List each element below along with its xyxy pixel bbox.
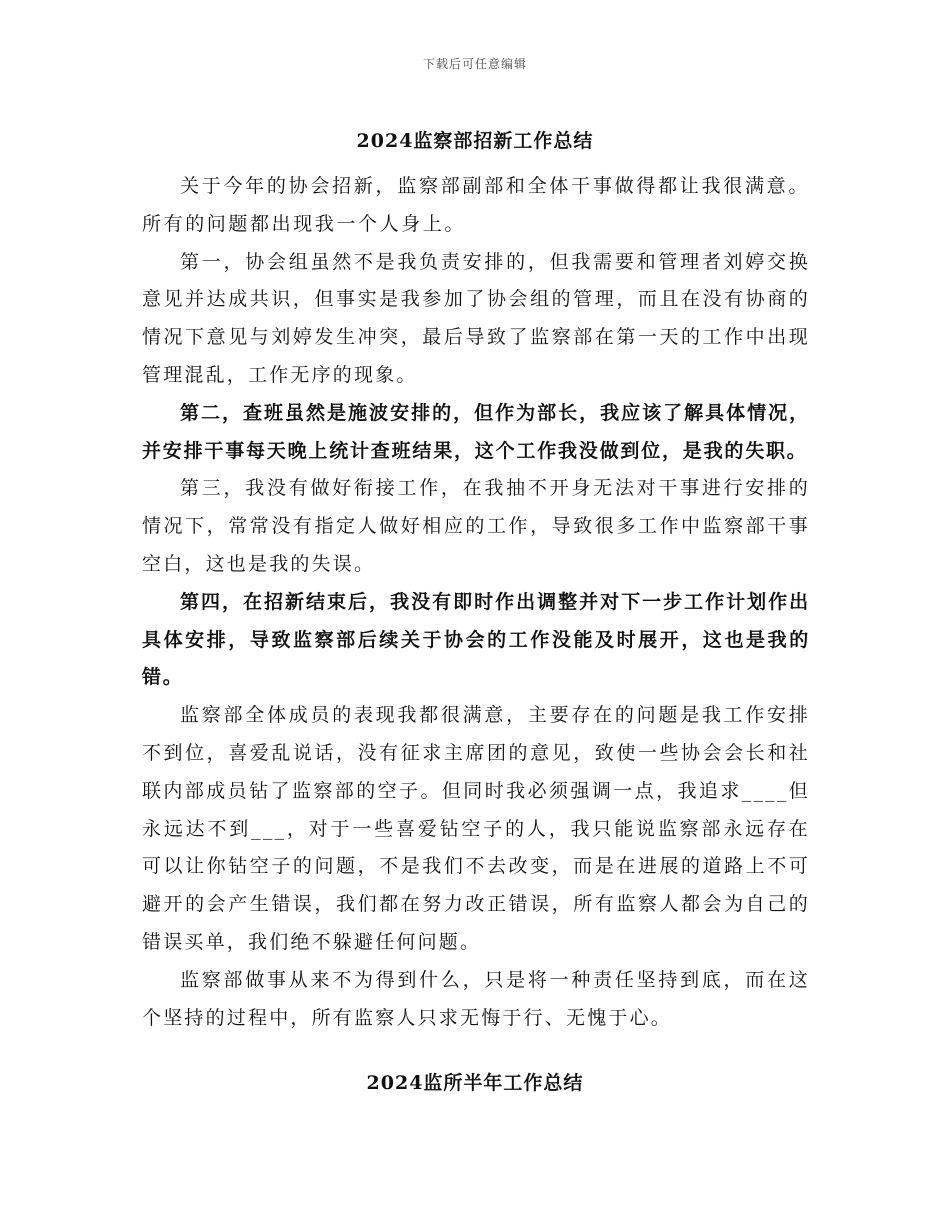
document-body <box>142 168 810 1037</box>
paragraph-intro: 关于今年的协会招新，监察部副部和全体干事做得都让我很满意。所有的问题都出现我一个人身上。 <box>142 175 810 235</box>
document-title: 2024监察部招新工作总结 <box>356 130 594 152</box>
paragraph-team-review: 监察部全体成员的表现我都很满意，主要存在的问题是我工作安排不到位，喜爱乱说话，没有征求主席团的意见，致使一些协会会长和社联内部成员钻了监察部的空子。但同时我必须强调一点，我追求____但永远达不到___，对于一些喜爱钻空子的人，我只能说监察部永远存在可以让你钻空子的问题，不是我们不去改变，而是在进展的道路上不可避开的会产生错误，我们都在努力改正错误，所有监察人都会为自己的错误买单，我们绝不躲避任何问题。 <box>142 704 810 953</box>
paragraph-fourth-point: 第四，在招新结束后，我没有即时作出调整并对下一步工作计划作出具体安排，导致监察部后续关于协会的工作没能及时展开，这也是我的错。 <box>142 590 810 689</box>
paragraph-closing: 监察部做事从来不为得到什么，只是将一种责任坚持到底，而在这个坚持的过程中，所有监察人只求无悔于行、无愧于心。 <box>142 968 810 1029</box>
paragraph-second-point: 第二，查班虽然是施波安排的，但作为部长，我应该了解具体情况，并安排干事每天晚上统计查班结果，这个工作我没做到位，是我的失职。 <box>142 401 810 462</box>
paragraph-first-point: 第一，协会组虽然不是我负责安排的，但我需要和管理者刘婷交换意见并达成共识，但事实是我参加了协会组的管理，而且在没有协商的情况下意见与刘婷发生冲突，最后导致了监察部在第一天的工作中出现管理混乱，工作无序的现象。 <box>142 250 810 386</box>
next-document-title: 2024监所半年工作总结 <box>366 1072 584 1094</box>
paragraph-third-point: 第三，我没有做好衔接工作，在我抽不开身无法对干事进行安排的情况下，常常没有指定人做好相应的工作，导致很多工作中监察部干事空白，这也是我的失误。 <box>142 477 810 575</box>
header-note: 下载后可任意编辑 <box>422 57 527 71</box>
